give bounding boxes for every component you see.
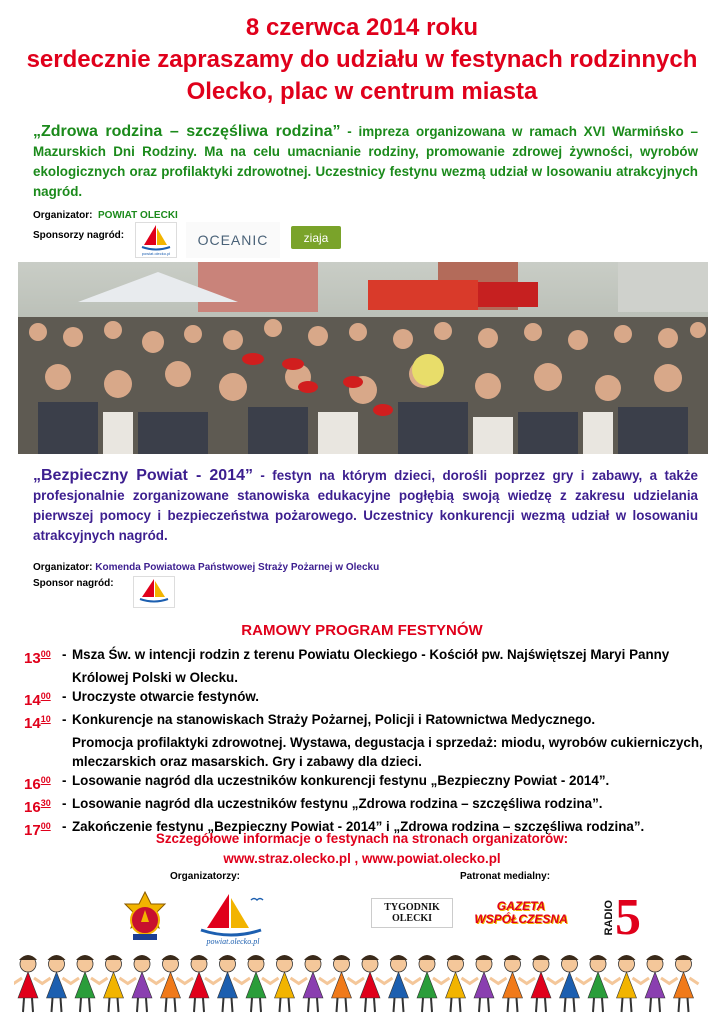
sailboat-icon [136,223,176,257]
radio-5-logo: RADIO 5 [603,889,641,946]
program-text: Losowanie nagród dla uczestników festynu „Zdrowa rodzina – szczęśliwa rodzina”. [72,796,603,811]
child-figure [70,955,100,1012]
child-figure [469,955,499,1012]
child-figure [270,955,300,1012]
child-figure [669,955,699,1012]
event1-description [33,122,698,202]
program-text: Losowanie nagród dla uczestników konkurencji festynu „Bezpieczny Powiat - 2014”. [72,773,610,788]
program-time: $14^{00}$ [24,691,51,709]
event-date: 8 czerwca 2014 roku [245,14,479,41]
program-item: $13^{00}$ - Msza Św. w intencji rodzin z terenu Powiatu Oleckiego - Kościół pw. Najświętszej Maryi Panny [24,645,704,668]
event2-sponsor-label: Sponsor nagród: [33,578,114,589]
svg-text:powiat.olecko.pl: powiat.olecko.pl [141,251,171,256]
children-border-decoration [14,950,710,1018]
child-figure [298,955,328,1012]
children-holding-hands-icon [14,950,710,1018]
program-time: $13^{00}$ [24,649,51,667]
fire-brigade-logo [119,890,171,946]
invitation-line: serdecznie zapraszamy do udziału w festynach rodzinnych [26,46,698,73]
powiat-olecko-logo [193,890,271,946]
program-item: $17^{00}$ - Zakończenie festynu „Bezpieczny Powiat - 2014” i „Zdrowa rodzina – szczęśliwa rodzina”. [24,817,704,840]
child-figure [498,955,528,1012]
child-figure [355,955,385,1012]
program-text: Konkurencje na stanowiskach Straży Pożarnej, Policji i Ratownictwa Medycznego. [72,712,596,727]
footer-info [0,829,724,869]
child-figure [612,955,642,1012]
program-item: $14^{00}$ - Uroczyste otwarcie festynów. [24,687,704,710]
child-figure [640,955,670,1012]
program-time: $14^{10}$ [24,714,51,732]
event2-text: - festyn na którym dzieci, dorośli poprzez gry i zabawy, a także profesjonalnie zorganizowane stanowiska edukacyjne pogłębią swoją wiedzę z zakresu udzielania pierwszej pomocy i bezpieczeństwa pożarowego. Uczestnicy konkurencji wezmą udział w losowaniu atrakcyjnych nagród. [33,468,698,543]
event1-text: - impreza organizowana w ramach XVI Warmińsko – Mazurskich Dni Rodziny. Ma na celu umacnianie rodziny, promowanie zdrowej żywności, wyrobów ekologicznych oraz profilaktyki zdrowotnej. Uczestnicy festynu wezmą udział w losowaniu atrakcyjnych nagród. [33,124,698,199]
program-time: $17^{00}$ [24,821,51,839]
program-text-continued: Królowej Polski w Olecku. [72,670,238,685]
program-text: Msza Św. w intencji rodzin z terenu Powiatu Oleckiego - Kościół pw. Najświętszej Maryi Panny [72,647,670,662]
info-line: Szczegółowe informacje o festynach na stronach organizatorów: [155,831,569,846]
child-figure [555,955,585,1012]
event2-title: „Bezpieczny Powiat - 2014” [33,467,253,484]
program-text-continued: mleczarskich oraz masarskich. Gry i zabawy dla dzieci. [72,754,422,769]
program-item: $16^{00}$ - Losowanie nagród dla uczestników konkurencji festynu „Bezpieczny Powiat - 2014”. [24,771,704,794]
program-title: RAMOWY PROGRAM FESTYNÓW [241,622,483,639]
child-figure [241,955,271,1012]
program-text: Zakończenie festynu „Bezpieczny Powiat - 2014” i „Zdrowa rodzina – szczęśliwa rodzina”. [72,819,645,834]
child-figure [127,955,157,1012]
child-figure [441,955,471,1012]
child-figure [14,955,43,1012]
sailboat-icon [193,890,271,946]
event1-organizer-name: POWIAT OLECKI [98,210,178,221]
event1-title: „Zdrowa rodzina – szczęśliwa rodzina” [33,123,341,140]
program-item: $16^{30}$ - Losowanie nagród dla uczestników festynu „Zdrowa rodzina – szczęśliwa rodzina”. [24,794,704,817]
program-list [24,645,704,840]
event2-organizer: Organizator: Komenda Powiatowa Państwowej Straży Pożarnej w Olecku [33,562,380,573]
child-figure [156,955,186,1012]
svg-text:powiat.olecko.pl: powiat.olecko.pl [206,937,260,946]
festival-crowd-photo [18,262,708,454]
child-figure [384,955,414,1012]
child-figure [213,955,243,1012]
sponsor-logo-ziaja: ziaja [291,226,341,249]
tygodnik-olecki-logo: TYGODNIK OLECKI [371,898,453,928]
event1-organizer: Organizator: POWIAT OLECKI [33,210,178,221]
child-figure [412,955,442,1012]
sponsor-logo-powiat-2 [133,576,175,608]
program-text: Uroczyste otwarcie festynów. [72,689,260,704]
gazeta-wspolczesna-logo: GAZETA WSPÓŁCZESNA [474,899,568,926]
event2-description [33,466,698,546]
program-time: $16^{00}$ [24,775,51,793]
organizers-label: Organizatorzy: [170,871,241,882]
program-item: $14^{10}$ - Konkurencje na stanowiskach Straży Pożarnej, Policji i Ratownictwa Medycznego. [24,710,704,733]
fire-brigade-emblem-icon [119,890,171,946]
event2-organizer-name: Komenda Powiatowa Państwowej Straży Pożarnej w Olecku [95,562,380,573]
sailboat-icon [134,577,174,607]
child-figure [526,955,556,1012]
child-figure [583,955,613,1012]
child-figure [42,955,72,1012]
child-figure [184,955,214,1012]
poster-header [0,0,724,108]
child-figure [99,955,129,1012]
sponsor-logo-powiat [135,222,177,258]
location-line: Olecko, plac w centrum miasta [186,78,538,105]
sponsor-logo-oceanic: OCEANIC [186,222,280,258]
child-figure [327,955,357,1012]
organizer-links: www.straz.olecko.pl , www.powiat.olecko.pl [223,851,501,866]
program-text-continued: Promocja profilaktyki zdrowotnej. Wystawa, degustacja i sprzedaż: miodu, wyrobów cukierniczych, [72,735,703,750]
media-patron-label: Patronat medialny: [460,871,551,882]
program-time: $16^{30}$ [24,798,51,816]
event1-sponsors-label: Sponsorzy nagród: [33,230,125,241]
